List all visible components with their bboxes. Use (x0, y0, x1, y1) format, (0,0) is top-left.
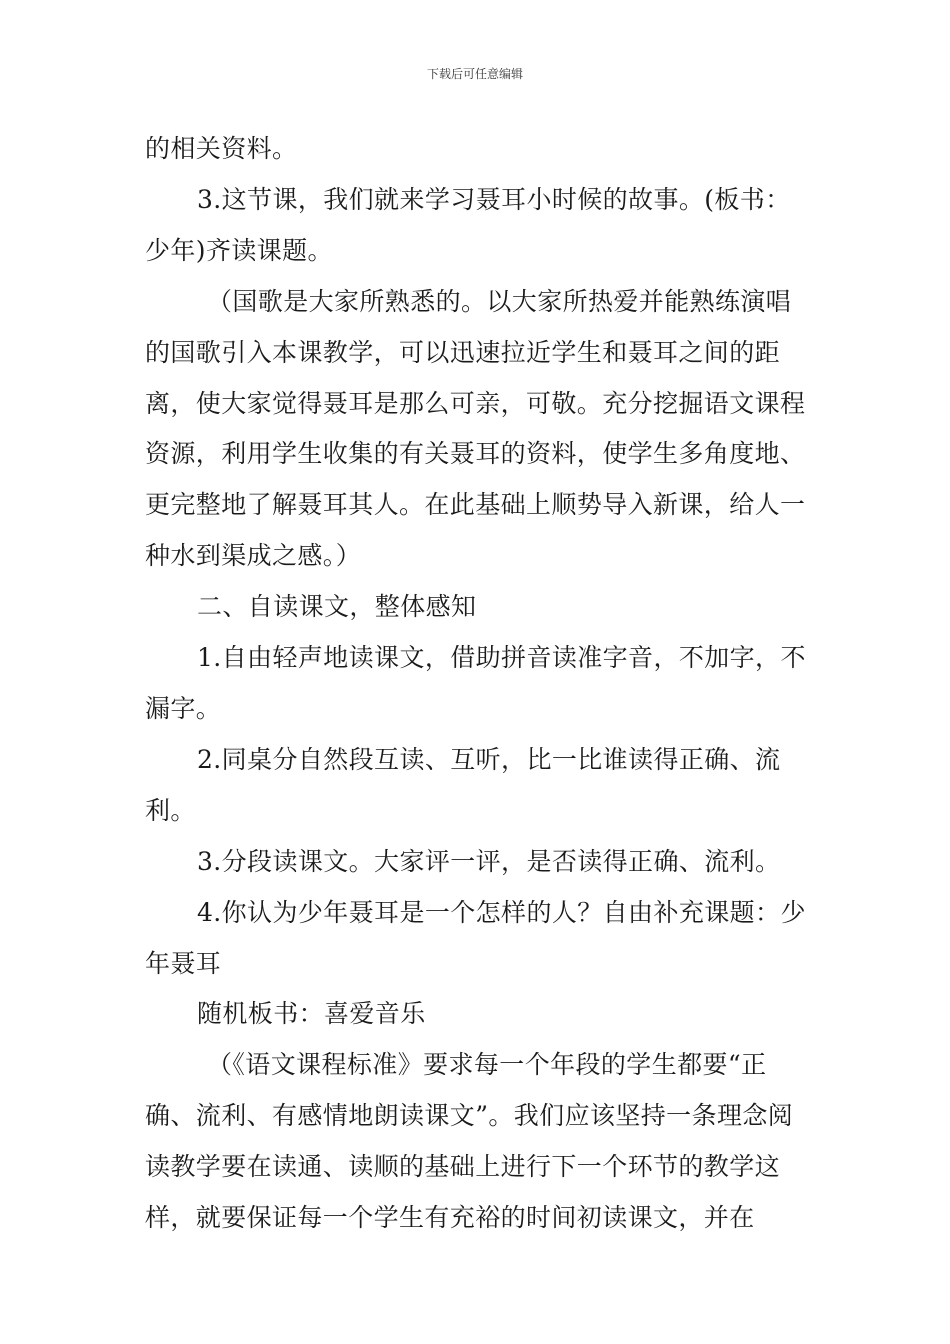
paragraph-step-3-intro: 3.这节课，我们就来学习聂耳小时候的故事。(板书：少年)齐读课题。 (145, 184, 791, 265)
paragraph-board-note: 随机板书：喜爱音乐 (197, 999, 426, 1029)
document-body (145, 124, 807, 1244)
paragraph-teaching-note-2: （《语文课程标准》要求每一个年段的学生都要“正确、流利、有感情地朗读课文”。我们应该坚持一条理念阅读教学要在读通、读顺的基础上进行下一个环节的教学这样，就要保证每一个学生有充裕的时间初读课文，并在 (145, 1050, 794, 1233)
paragraph-teaching-note-1: （国歌是大家所熟悉的。以大家所热爱并能熟练演唱的国歌引入本课教学，可以迅速拉近学生和聂耳之间的距离，使大家觉得聂耳是那么可亲，可敬。充分挖掘语文课程资源，利用学生收集的有关聂耳的资料，使学生多角度地、更完整地了解聂耳其人。在此基础上顺势导入新课，给人一种水到渠成之感。） (145, 286, 806, 571)
paragraph-continuation: 的相关资料。 (145, 134, 298, 163)
paragraph-step-2: 2.同桌分自然段互读、互听，比一比谁读得正确、流利。 (145, 744, 781, 825)
paragraph-step-3: 3.分段读课文。大家评一评，是否读得正确、流利。 (197, 846, 781, 876)
page-header-note: 下载后可任意编辑 (426, 67, 523, 81)
paragraph-step-4: 4.你认为少年聂耳是一个怎样的人？自由补充课题：少年聂耳 (145, 897, 806, 978)
paragraph-step-1: 1.自由轻声地读课文，借助拼音读准字音，不加字，不漏字。 (145, 643, 806, 723)
section-heading-self-reading: 二、自读课文，整体感知 (197, 592, 477, 622)
